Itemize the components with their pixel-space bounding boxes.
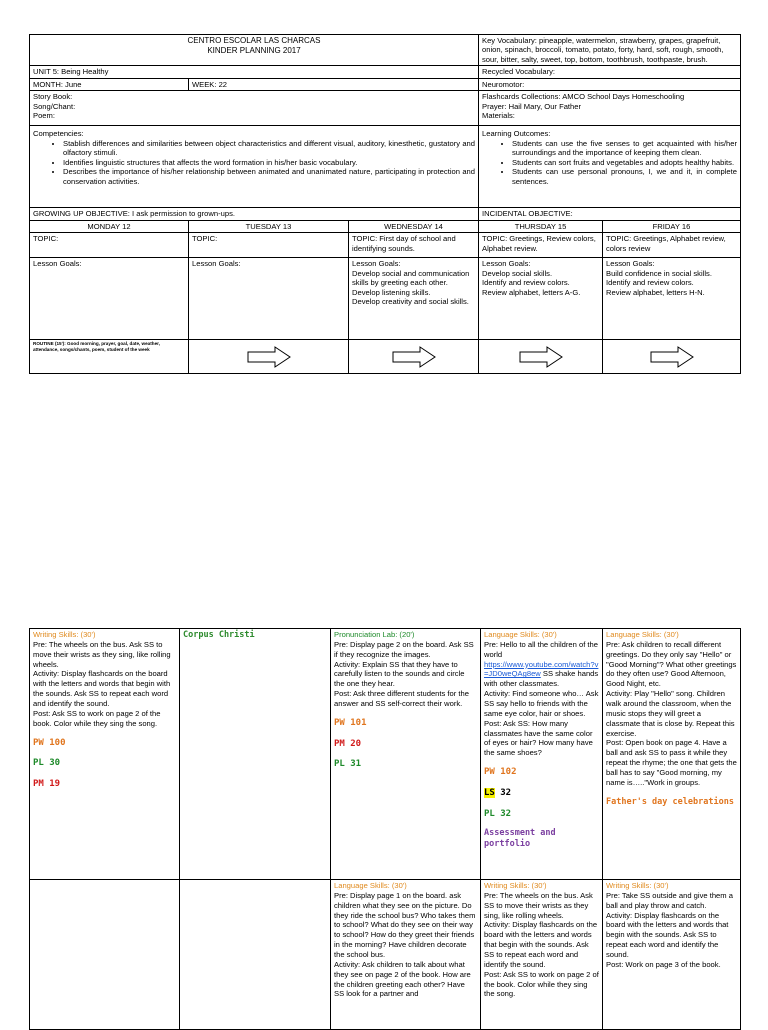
- day-header-monday: MONDAY 12: [30, 220, 189, 232]
- outcome-item: • Students can use personal pronouns, I, we and it, in complete sentences.: [512, 167, 737, 186]
- planning-header-table: [29, 34, 741, 374]
- activity-thursday-2: [481, 880, 603, 1030]
- activity-thursday: [481, 629, 603, 880]
- routine-text: ROUTINE (15'): Good morning, prayer, goal, date, weather, attendance, songs/chants, poem, student of the week: [33, 341, 160, 352]
- topic-monday: TOPIC:: [30, 233, 189, 258]
- page-code: PW 102: [484, 767, 517, 778]
- right-arrow-icon: [392, 346, 436, 368]
- unit: UNIT 5: Being Healthy: [30, 66, 479, 78]
- day-header-thursday: THURSDAY 15: [479, 220, 603, 232]
- week: WEEK: 22: [189, 78, 479, 90]
- activity-friday-2: [603, 880, 741, 1030]
- routine-cell: [30, 340, 189, 374]
- activity-pre: Pre: Hello to all the children of the world: [484, 639, 598, 659]
- goals-monday: [30, 258, 189, 340]
- activity-text: [484, 640, 599, 758]
- topic-friday: TOPIC: Greetings, Alphabet review, colors review: [603, 233, 741, 258]
- topic-thursday: TOPIC: Greetings, Review colors, Alphabet review.: [479, 233, 603, 258]
- growing-up-objective: GROWING UP OBJECTIVE: I ask permission to grown-ups.: [30, 208, 479, 220]
- prayer: Prayer: Hail Mary, Our Father: [482, 101, 582, 111]
- youtube-link[interactable]: https://www.youtube.com/watch?v=JD0weQAg8ew: [484, 659, 599, 679]
- outcome-item: • Students can sort fruits and vegetables and adopts healthy habits.: [512, 158, 737, 167]
- plan-title: KINDER PLANNING 2017: [207, 46, 301, 56]
- day-header-tuesday: TUESDAY 13: [189, 220, 349, 232]
- song-chant: Song/Chant:: [33, 101, 76, 111]
- activity-text: Pre: Take SS outside and give them a ball and play throw and catch. Activity: Display flashcards on the board with the letters and words that begin with the sounds. Ask SS to repeat each word and identify the sound. Post: Work on page 3 of the book.: [606, 890, 733, 969]
- school-name: CENTRO ESCOLAR LAS CHARCAS: [187, 36, 321, 45]
- activity-tuesday: [180, 629, 331, 880]
- skill-label: Writing Skills: (30'): [484, 881, 547, 890]
- competencies-label: Competencies:: [33, 129, 84, 139]
- topic-wednesday: TOPIC: First day of school and identifying sounds.: [349, 233, 479, 258]
- outcomes-list: [482, 139, 737, 186]
- key-vocabulary: Key Vocabulary: pineapple, watermelon, strawberry, grapes, grapefruit, onion, spinach, broccoli, tomato, potato, forty, hard, soft, rough, smooth, sour, bitter, salty, sweet, top, bottom, toothbrush, toothpaste, brush.: [479, 35, 741, 66]
- day-header-friday: FRIDAY 16: [603, 220, 741, 232]
- activity-wednesday: [331, 629, 481, 880]
- activity-text: Pre: The wheels on the bus. Ask SS to move their wrists as they sing, like rolling wheels. Activity: Display flashcards on the board with the letters and words that begin with the sounds. Ask SS to repeat each word and identify the sound. Post: Ask SS to work on page 2 of the book. Color while they sing the song.: [484, 890, 599, 999]
- arrow-cell-thursday: [479, 340, 603, 374]
- skill-label: Language Skills: (30'): [484, 630, 557, 639]
- skill-label: Writing Skills: (30'): [606, 881, 669, 890]
- goals-tuesday: [189, 258, 349, 340]
- school-title-cell: [30, 35, 479, 66]
- activity-friday: [603, 629, 741, 880]
- goals-label: Lesson Goals:: [606, 259, 655, 269]
- learning-outcomes: [479, 126, 741, 208]
- page-code: PL 30: [33, 758, 61, 769]
- goals-label: Lesson Goals:: [192, 259, 241, 269]
- activity-text: Pre: Ask children to recall different greetings. Do they only say "Hello" or "Good Morning"? What other greetings do they often use? Good Afternoon, Good Night, etc. Activity: Play "Hello" song. Children walk around the classroom, when the music stops they will greet a classmate that is close by. Repeat this exercise. Post: Open book on page 4. Have a ball and ask SS to pass it while they repeat the rhyme; the one that gets the ball has to say "Good morning, my name is….."Work in groups.: [606, 639, 737, 787]
- arrow-cell-wednesday: [349, 340, 479, 374]
- page-code: PL 31: [334, 759, 362, 770]
- activity-rest: SS shake hands with other classmates. Activity: Find someone who… Ask SS say hello to friends with the same eye color, hair or shoes. Post: Ask SS: How many classmates have the same color of eyes or hair? How many have the same shoes?: [484, 669, 599, 758]
- goals-text: Develop social and communication skills by greeting each other. Develop listening skills. Develop creativity and social skills.: [352, 268, 470, 307]
- right-arrow-icon: [247, 346, 291, 368]
- competencies-list: [33, 139, 475, 186]
- neuromotor: Neuromotor:: [479, 78, 741, 90]
- month: MONTH: June: [30, 78, 189, 90]
- activity-text: Pre: The wheels on the bus. Ask SS to move their wrists as they sing, like rolling wheels. Activity: Display flashcards on the board with the letters and words that begin with the sounds. Ask SS to repeat each word and identify the sound. Post: Ask SS to work on page 2 of the book. Color while they sing the song.: [33, 639, 171, 728]
- goals-thursday: [479, 258, 603, 340]
- arrow-cell-tuesday: [189, 340, 349, 374]
- goals-text: Build confidence in social skills. Identify and review colors. Review alphabet, letters H-N.: [606, 268, 712, 297]
- ls-highlight: LS: [484, 787, 495, 798]
- goals-text: Develop social skills. Identify and review colors. Review alphabet, letters A-G.: [482, 268, 581, 297]
- competency-item: • Identifies linguistic structures that affects the word formation in his/her basic vocabulary.: [63, 158, 475, 167]
- event-label: Father's day celebrations: [606, 796, 734, 807]
- skill-label: Language Skills: (30'): [334, 881, 407, 890]
- outcome-item: • Students can use the five senses to get acquainted with his/her surroundings and the importance of keeping them clean.: [512, 139, 737, 158]
- topic-tuesday: TOPIC:: [189, 233, 349, 258]
- competency-item: • Stablish differences and similarities between object characteristics and different visual, auditory, kinesthetic, gustatory and olfactory stimuli.: [63, 139, 475, 158]
- skill-label: Writing Skills: (30'): [33, 630, 96, 639]
- page-code: PW 101: [334, 717, 367, 728]
- competencies: [30, 126, 479, 208]
- flashcards: Flashcards Collections: AMCO School Days Homeschooling: [482, 92, 685, 102]
- activity-text: Pre: Display page 1 on the board. ask children what they see on the picture. Do they ride the school bus? Who takes them to school? What do they see on their way to school? How do they greet their friends in the morning? Have children decorate the school bus. Activity: Ask children to talk about what they see on page 2 of the book. How are the children greeting each other? Have SS look for a partner and: [334, 890, 476, 999]
- page-code: PW 100: [33, 737, 66, 748]
- goals-label: Lesson Goals:: [352, 259, 401, 269]
- skill-label: Pronunciation Lab: (20'): [334, 630, 415, 639]
- goals-label: Lesson Goals:: [482, 259, 531, 269]
- assessment-label: Assessment and portfolio: [484, 828, 556, 850]
- activity-tuesday-2: [180, 880, 331, 1030]
- activity-monday: [30, 629, 180, 880]
- right-arrow-icon: [650, 346, 694, 368]
- planning-sheet: [29, 34, 740, 374]
- outcomes-label: Learning Outcomes:: [482, 129, 551, 139]
- holiday-label: Corpus Christi: [183, 630, 255, 640]
- goals-wednesday: [349, 258, 479, 340]
- materials: Materials:: [482, 111, 515, 121]
- story-song-poem: [30, 91, 479, 126]
- goals-friday: [603, 258, 741, 340]
- competency-item: • Describes the importance of his/her relationship between animated and unanimated nature, participating in protection and conservation activities.: [63, 167, 475, 186]
- ls-number: 32: [500, 787, 512, 798]
- page-code: [484, 788, 599, 800]
- day-header-wednesday: WEDNESDAY 14: [349, 220, 479, 232]
- lesson-activities-sheet: [29, 628, 740, 1030]
- skill-label: Language Skills: (30'): [606, 630, 679, 639]
- incidental-objective: INCIDENTAL OBJECTIVE:: [479, 208, 741, 220]
- activity-monday-2: [30, 880, 180, 1030]
- story-book: Story Book:: [33, 92, 73, 102]
- lesson-activities-table: [29, 628, 741, 1030]
- page-code: PM 20: [334, 738, 362, 749]
- arrow-cell-friday: [603, 340, 741, 374]
- page-code: PM 19: [33, 778, 61, 789]
- goals-label: Lesson Goals:: [33, 259, 82, 269]
- right-arrow-icon: [519, 346, 563, 368]
- activity-wednesday-2: [331, 880, 481, 1030]
- flashcards-prayer-materials: [479, 91, 741, 126]
- poem: Poem:: [33, 111, 55, 121]
- recycled-vocabulary: Recycled Vocabulary:: [479, 66, 741, 78]
- activity-text: Pre: Display page 2 on the board. Ask SS if they recognize the images. Activity: Explain SS that they have to carefully listen to the sounds and circle the one they hear. Post: Ask three different students for the answer and SS self-correct their work.: [334, 639, 474, 709]
- page-code: PL 32: [484, 808, 512, 819]
